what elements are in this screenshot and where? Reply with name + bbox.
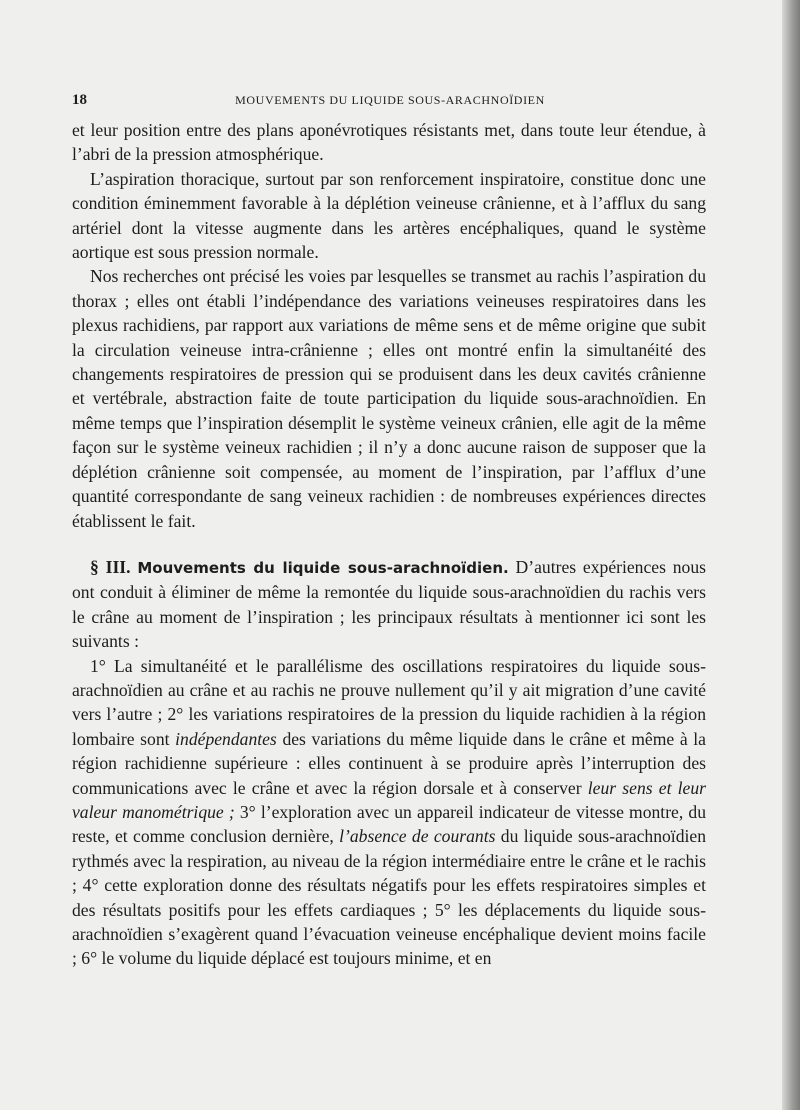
- section-number: § III.: [90, 556, 131, 577]
- section-iii: [72, 555, 706, 654]
- book-gutter-shadow: [782, 0, 800, 1110]
- running-head: MOUVEMENTS DU LIQUIDE SOUS-ARACHNOÏDIEN: [235, 93, 545, 107]
- results-italic-1: indépendantes: [175, 728, 277, 749]
- paragraph-continuation: et leur position entre des plans aponévrotiques résistants met, dans toute leur étendue, à l’abri de la pression atmosphérique.: [72, 120, 706, 165]
- paragraph-research: Nos recherches ont précisé les voies par lesquelles se transmet au rachis l’aspiration du thorax ; elles ont établi l’indépendance des variations veineuses respiratoires dans les plexus rachidiens, par rapport aux variations de même sens et de même origine que subit la circulation veineuse intra-crânienne ; elles ont montré enfin la simultanéité des changements respiratoires de pression qui se produisent dans les deux cavités crânienne et vertébrale, abstraction faite de toute participation du liquide sous-arachnoïdien. En même temps que l’inspiration désemplit le système veineux crânien, elle agit de la même façon sur le système veineux rachidien ; il n’y a donc aucune raison de supposer que la déplétion crânienne soit compensée, au moment de l’inspiration, par l’afflux d’une quantité correspondante de sang veineux rachidien : de nombreuses expériences directes établissent le fait.: [72, 266, 706, 531]
- results-text-3: 3° l’exploration avec un appareil indicateur de vitesse montre, du reste, et comme conclusion dernière,: [72, 801, 706, 847]
- page-header: [72, 92, 708, 110]
- paragraph-results-list: [72, 654, 706, 971]
- section-title: Mouvements du liquide sous-arachnoïdien.: [137, 558, 509, 577]
- results-text-1: 1° La simultanéité et le parallélisme des oscillations respiratoires du liquide sous-arachnoïdien au crâne et au rachis ne prouve nullement qu’il y ait migration d’une cavité vers l’autre ; 2° les variations respiratoires de la pression du liquide rachidien à la région lombaire sont: [72, 655, 706, 749]
- results-text-4: du liquide sous-arachnoïdien rythmés avec la respiration, au niveau de la région intermédiaire entre le crâne et le rachis ; 4° cette exploration donne des résultats négatifs pour les effets respiratoires simples et des résultats positifs pour les effets cardiaques ; 5° les déplacements du liquide sous-arachnoïdien s’exagèrent quand l’évacuation veineuse encéphalique devient moins facile ; 6° le volume du liquide déplacé est toujours minime, et en: [72, 826, 706, 969]
- body-text: [72, 118, 706, 971]
- results-italic-3: l’absence de courants: [339, 826, 496, 847]
- results-text-2: des variations du même liquide dans le crâne et même à la région rachidienne supérieure : elles continuent à se produire après l’interruption des communications avec le crâne et avec la région dorsale et à conserver: [72, 728, 706, 798]
- page-number: 18: [72, 92, 87, 108]
- section-intro: D’autres expériences nous ont conduit à éliminer de même la remontée du liquide sous-arachnoïdien du rachis vers le crâne au moment de l’inspiration ; les principaux résultats à mentionner ici sont les suivants :: [72, 556, 706, 652]
- results-italic-2: leur sens et leur valeur manométrique ;: [72, 777, 706, 822]
- paragraph-thoracic-aspiration: L’aspiration thoracique, surtout par son renforcement inspiratoire, constitue donc une condition éminemment favorable à la déplétion veineuse crânienne, et à l’afflux du sang artériel dont la vitesse augmente dans les artères encéphaliques, quand le système aortique est sous pression normale.: [72, 168, 706, 263]
